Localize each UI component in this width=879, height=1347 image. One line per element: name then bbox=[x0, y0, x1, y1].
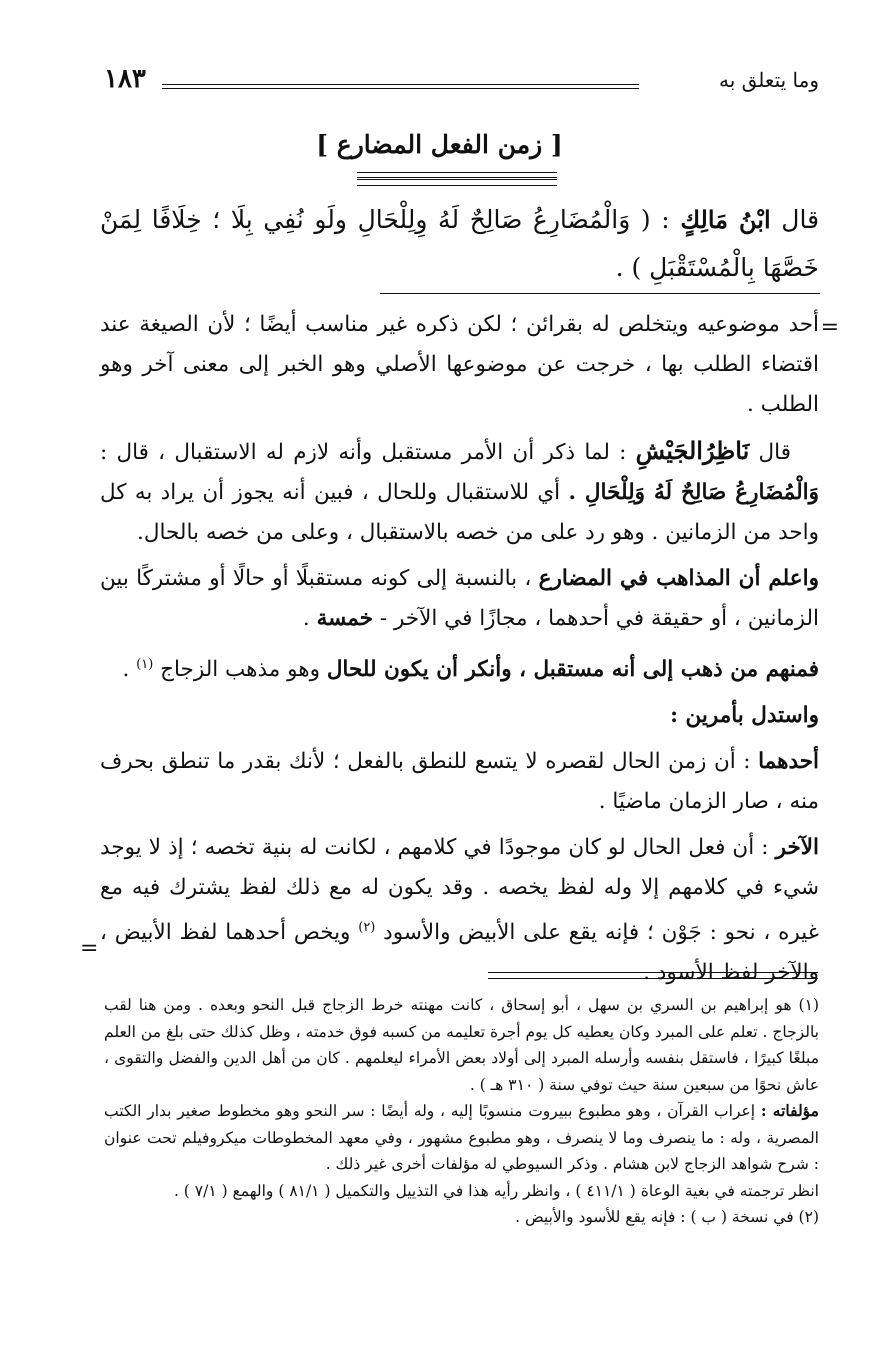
footnotes bbox=[104, 992, 819, 1231]
footnote-1-references: انظر ترجمته في بغية الوعاة ( ٤١١/١ ) ، وانظر رأيه هذا في التذييل والتكميل ( ٨١/١ ) والهمع ( ٧/١ ) . bbox=[173, 1181, 819, 1200]
paragraph-1: أحد موضوعيه ويتخلص له بقرائن ؛ لكن ذكره غير مناسب أيضًا ؛ لأن الصيغة عند اقتضاء الطلب بها ، خرجت عن موضوعها الأصلي وهو الخبر إلى معنى آخر وهو الطلب . bbox=[100, 312, 819, 417]
page-header bbox=[104, 62, 819, 102]
footnote-1-works: مؤلفاته : إعراب القرآن ، وهو مطبوع ببيروت منسوبًا إليه ، وله أيضًا : سر النحو وهو مخطوط صغير بدار الكتب المصرية ، وله : ما ينصرف وما لا ينصرف ، وهو مطبوع مشهور ، وفي معهد المخطوطات ميكروفيلم تحت عنوان : شرح شواهد الزجاج لابن هشام . وذكر السيوطي له مؤلفات أخرى غير ذلك . bbox=[104, 1101, 819, 1173]
matn-text: : ( وَالْمُضَارِعُ صَالِحٌ لَهُ وِلِلْحَالِ ولَو نُفِي بِلَا ؛ خِلَافًا لِمَنْ خَصَّهَا بِالْمُسْتَقْبَلِ ) . bbox=[100, 205, 819, 282]
footnote-separator bbox=[488, 972, 818, 979]
footnote-ref-2: (٢) bbox=[358, 920, 376, 936]
paragraph-4: فمنهم من ذهب إلى أنه مستقبل ، وأنكر أن يكون للحال وهو مذهب الزجاج $^{(١)}$ . bbox=[122, 657, 819, 683]
paragraph-2: قال نَاظِرُالجَيْشِ : لما ذكر أن الأمر مستقبل وأنه لازم له الاستقبال ، قال : وَالْمُضَارِعُ صَالِحٌ لَهُ وَلِلْحَالِ . أي للاستقبال وللحال ، فبين أنه يجوز أن يراد به كل واحد من الزمانين . وهو رد على من خصه بالاستقبال ، وعلى من خصه بالحال. bbox=[100, 436, 819, 545]
title-ornament-rule bbox=[357, 172, 557, 186]
continuation-mark-top: = bbox=[820, 315, 839, 340]
commentary-body bbox=[100, 305, 819, 999]
continuation-mark-bottom: = bbox=[80, 936, 99, 961]
matn-author: ابْنُ مَالِكٍ bbox=[680, 205, 771, 234]
paragraph-5: واستدل بأمرين : bbox=[670, 703, 819, 729]
page-number: ١٨٣ bbox=[104, 64, 146, 94]
matn-underline bbox=[380, 293, 820, 294]
paragraph-7: الآخر : أن فعل الحال لو كان موجودًا في كلامهم ، لكانت له بنية تخصه ؛ إذ لا يوجد شيء في كلامهم إلا وله لفظ يخصه . وقد يكون له مع ذلك لفظ يشترك فيه مع غيره ، نحو : جَوْن ؛ فإنه يقع على الأبيض والأسود $^{(٢)}$ ويخص أحدهما لفظ الأبيض ، والآخر لفظ الأسود . bbox=[100, 835, 819, 986]
matn-quote: وَالْمُضَارِعُ صَالِحٌ لَهُ وَلِلْحَالِ . bbox=[568, 480, 819, 505]
header-rule bbox=[162, 84, 639, 89]
section-title: [ زمن الفعل المضارع ] bbox=[316, 130, 563, 159]
author-name: نَاظِرُالجَيْشِ bbox=[635, 436, 750, 465]
footnote-2: (٢) في نسخة ( ب ) : فإنه يقع للأسود والأبيض . bbox=[515, 1208, 819, 1226]
running-title: وما يتعلق به bbox=[718, 68, 819, 92]
footnote-1: (١) هو إبراهيم بن السري بن سهل ، أبو إسحاق ، كانت مهنته خرط الزجاج قبل النحو وبعده . ومن هنا لقب بالزجاج . تعلم على المبرد وكان يعطيه كل يوم أجرة تعليمه من كسبه فوق خدمته ، وظل كذلك حتى بلغ من العلم مبلغًا كبيرًا ، فاستقل بنفسه وأرسله المبرد إلى أولاد بعض الأمراء ليعلمهم . كان من أهل الدين والفضل والتقوى ، عاش نحوًا من سبعين سنة حيث توفي سنة ( ٣١٠ هـ ) . bbox=[104, 996, 819, 1094]
footnote-ref-1: (١) bbox=[136, 657, 154, 672]
matn-quotation bbox=[100, 196, 819, 292]
paragraph-6: أحدهما : أن زمن الحال لقصره لا يتسع للنطق بالفعل ؛ لأنك بقدر ما تنطق بحرف منه ، صار الزمان ماضيًا . bbox=[100, 749, 819, 815]
paragraph-3: واعلم أن المذاهب في المضارع ، بالنسبة إلى كونه مستقبلًا أو حالًا أو مشتركًا بين الزمانين ، أو حقيقة في أحدهما ، مجازًا في الآخر - خمسة . bbox=[100, 566, 819, 631]
matn-intro: قال bbox=[781, 205, 820, 234]
